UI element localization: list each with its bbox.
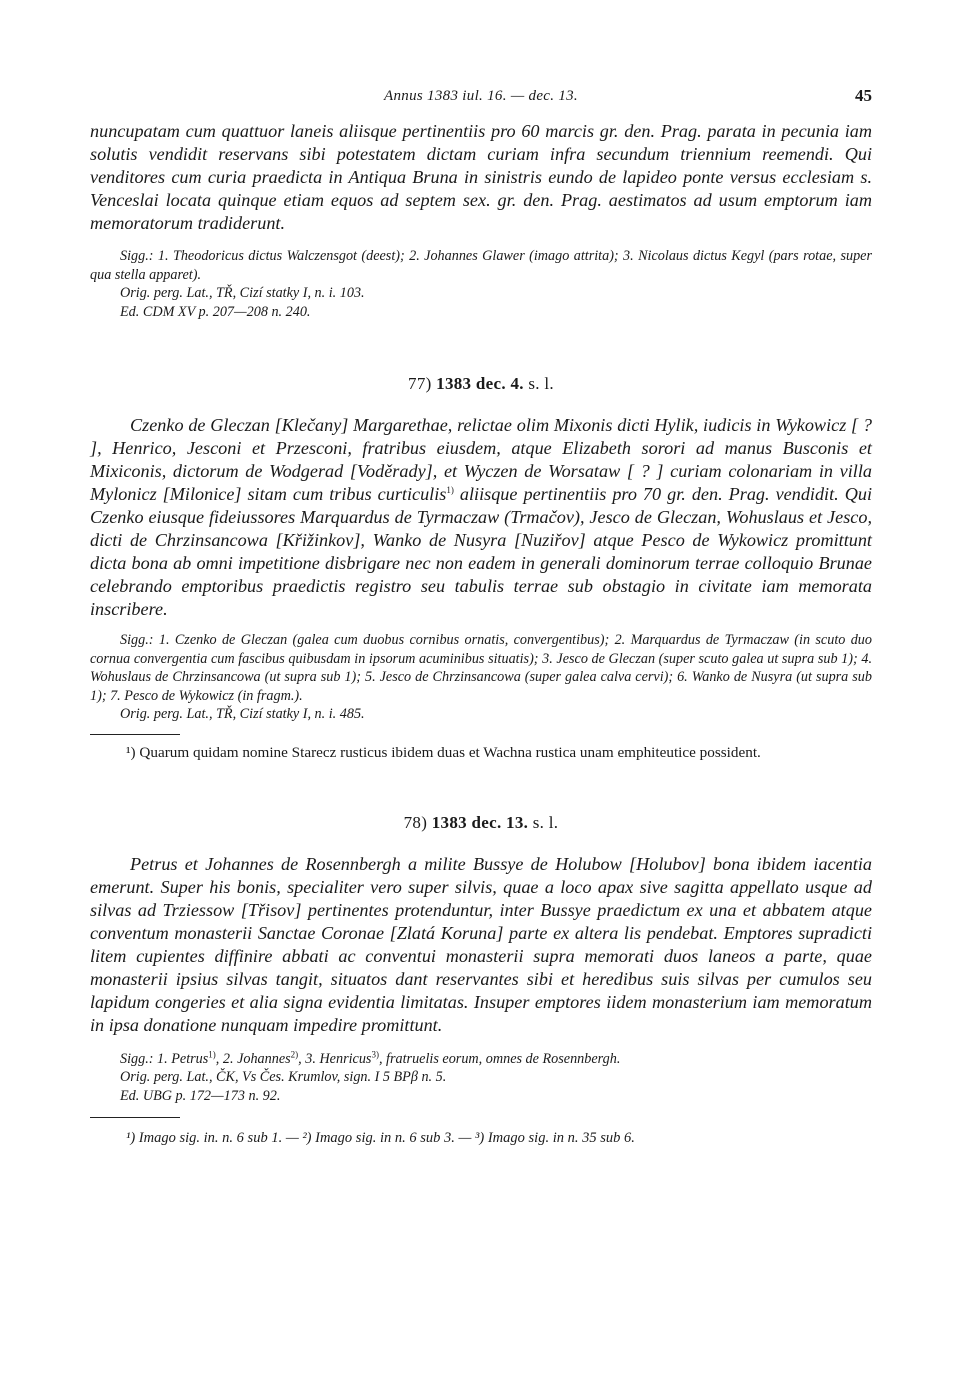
entry-number: 77) <box>408 374 432 393</box>
entry-77-notes <box>90 631 872 724</box>
continuation-notes <box>90 247 872 321</box>
entry-78-text: Petrus et Johannes de Rosennbergh a milite Bussye de Holubow [Holubov] bona ibidem iacentia emerunt. Super his bonis, specialiter vero super silvis, quae a loco apax sive sagitta appellato usque ad silvas ad Trziessow [Třisov] pertinentes protenduntur, inter Bussye praedictum ex una et abbatem atque conventum monasterii Sanctae Coronae [Zlatá Koruna] parte ex altera lis pendebat. Emptores supradicti litem cupientes diffinire abbati ac conventui monasterii supra memorati duos laneos a parte, quae monasterii ipsius silvas tangit, situatos dant reservantes sibi et heredibus suis silvas per cumulos seu lapidum congeries et alia signa evidentia limitatas. Insuper emptores iidem monasterium iam memoratum in ipsa donatione nunquam impedire promittunt. <box>90 853 872 1035</box>
original-note: Orig. perg. Lat., ČK, Vs Čes. Krumlov, sign. I 5 BPβ n. 5. <box>120 1069 447 1085</box>
footnote-mark: 1) <box>208 1048 216 1059</box>
entry-78-footnote: ¹) Imago sig. in. n. 6 sub 1. — ²) Imago sig. in n. 6 sub 3. — ³) Imago sig. in n. 35 sub 6. <box>126 1130 635 1146</box>
entry-number: 78) <box>403 812 428 832</box>
seal-note <box>90 1050 872 1069</box>
entry-77-text <box>90 414 872 621</box>
entry-77-footnote: ¹) Quarum quidam nomine Starecz rusticus ibidem duas et Wachna rustica unam emphiteutice possident. <box>126 743 761 761</box>
entry-77-heading <box>90 374 872 394</box>
continuation-text: nuncupatam cum quattuor laneis aliisque pertinentiis pro 60 marcis gr. den. Prag. parata in pecunia iam solutis vendidit reservans sibi potestatem dictam curiam infra secundum triennium reemendi. Qui venditores cum curia praedicta in Antiqua Bruna in sinistris eundo de lapideo ponte versus ecclesiam s. Venceslai locata quinque etiam equos ad septem sex. gr. den. Prag. aestimatos ad usum emptorum iam memoratorum tradiderunt. <box>90 121 872 233</box>
entry-place: s. l. <box>528 374 554 393</box>
seal-note-part: , 3. Henricus <box>298 1050 372 1067</box>
footnote-mark: 3) <box>371 1048 379 1059</box>
footnote-mark: 1) <box>446 484 454 495</box>
entry-78-heading <box>90 813 872 833</box>
entry-77-text-part2: aliisque pertinentiis pro 70 gr. den. Prag. vendidit. Qui Czenko eiusque fideiussores Marquardus de Tyrmaczaw (Trmačov), Jesco de Gleczan, Wohuslaus et Jesco, dicti de Chrzinsancowa [Křižinkov], Wanko de Nusyra [Nuziřov] atque Pesco de Wykowicz promittunt dicta bona ab omni impetitione disbrigare nec non eadem in generali dominorum terrae colloquio Brunae celebrando emptoribus praedictis registro seu tabulis terrae sub obstagio in civitate iam memorata inscribere. <box>90 484 873 619</box>
seal-note: Sigg.: 1. Theodoricus dictus Walczensgot (deest); 2. Johannes Glawer (imago attrita); 3. Nicolaus dictus Kegyl (pars rotae, super qua stella apparet). <box>90 248 872 283</box>
original-note: Orig. perg. Lat., TŘ, Cizí statky I, n. i. 485. <box>120 706 365 722</box>
seal-note-part: , 2. Johannes <box>215 1050 291 1067</box>
footnote-rule <box>90 734 180 735</box>
footnote-mark: 2) <box>290 1048 299 1059</box>
edition-note: Ed. CDM XV p. 207—208 n. 240. <box>120 303 311 320</box>
document-page <box>90 86 872 1148</box>
page-number: 45 <box>855 86 872 105</box>
entry-78-notes <box>90 1050 872 1106</box>
page-header <box>90 86 872 110</box>
entry-place: s. l. <box>532 812 559 832</box>
entry-date: 1383 dec. 4. <box>436 374 524 393</box>
footnote-rule <box>90 1117 180 1118</box>
edition-note: Ed. UBG p. 172—173 n. 92. <box>120 1087 281 1104</box>
seal-note: Sigg.: 1. Czenko de Gleczan (galea cum duobus cornibus ornatis, convergentibus); 2. Marquardus de Tyrmaczaw (in scuto duo cornua convergentia cum fascibus quibusdam in ipsorum acuminibus situatis); 3. Jesco de Gleczan (super scuto galea ut supra sub 1); 4. Wohuslaus de Chrzinsancowa (ut supra sub 1); 5. Jesco de Chrzinsancowa (super galea calva cervi); 6. Wanko de Nusyra (ut supra sub 1); 7. Pesco de Wykowicz (in fragm.). <box>90 632 872 704</box>
seal-note-part: Sigg.: 1. Petrus <box>120 1050 209 1067</box>
seal-note-part: , fratruelis eorum, omnes de Rosennbergh. <box>378 1050 621 1067</box>
entry-date: 1383 dec. 13. <box>431 812 529 832</box>
entry-77-text-part1: Czenko de Gleczan [Klečany] Margarethae, relictae olim Mixonis dicti Hylik, iudicis in Wykowicz [ ? ], Henrico, Jesconi et Przesconi, fratribus eiusdem, atque Elizabeth sorori ad manus Busconis et Mixiconis, dictorum de Wodgerad [Voděrady], et Wyczen de Worsataw [ ? ] curiam colonariam in villa Mylonicz [Milonice] sitam cum tribus curticulis <box>90 415 872 504</box>
running-head: Annus 1383 iul. 16. — dec. 13. <box>384 88 578 104</box>
original-note: Orig. perg. Lat., TŘ, Cizí statky I, n. i. 103. <box>120 285 365 301</box>
